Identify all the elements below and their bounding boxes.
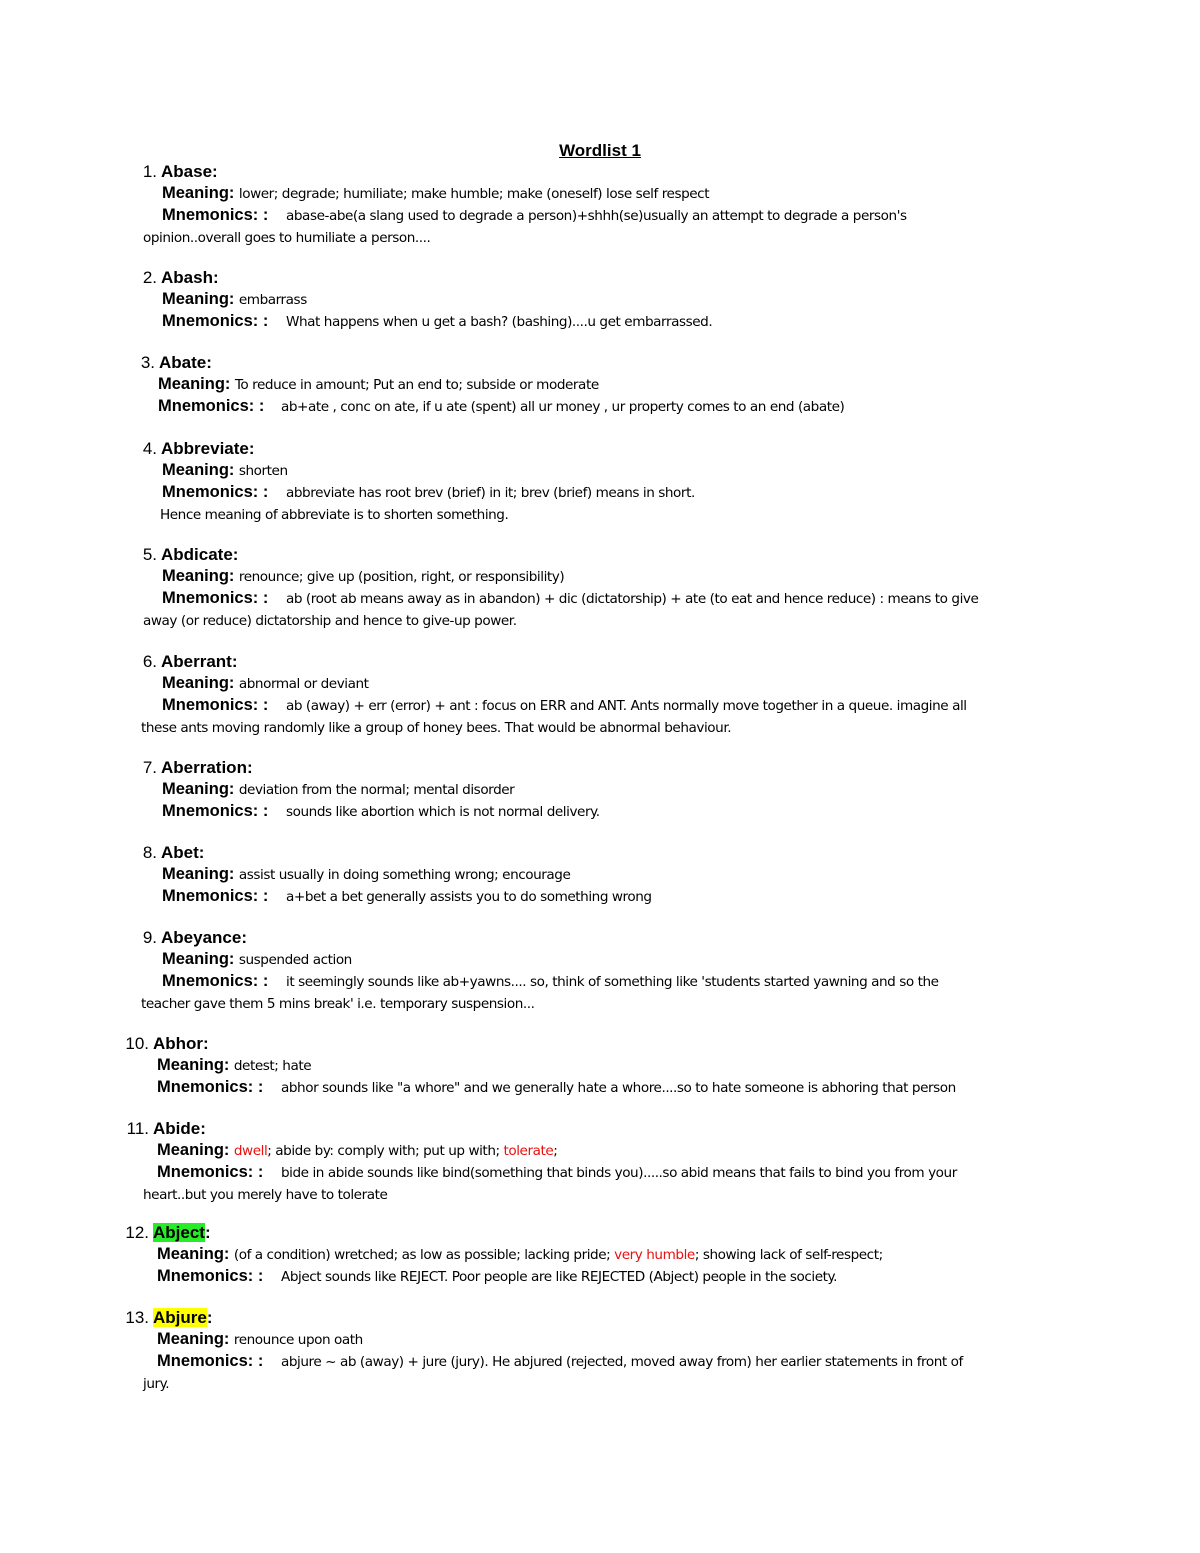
meaning-text: detest; hate [233,1058,312,1074]
mnemonic-text: bide in abide sounds like bind(something that binds you).....so abid means that fails to bind you from your [281,1165,957,1181]
entry-number: 11. [126,1119,149,1138]
meaning-label: Meaning: [162,184,235,202]
entry-number: 5. [142,545,157,564]
entry-number: 3. [140,353,155,372]
entry-number: 7. [142,758,157,777]
meaning-line [162,949,352,970]
mnemonic-line [157,1077,263,1098]
mnemonic-line [162,482,268,503]
meaning-line [162,779,514,800]
meaning-label: Meaning: [157,1245,230,1263]
entry-word: Abhor [153,1034,204,1053]
entry-word: Abeyance [161,928,242,947]
mnemonics-label: Mnemonics: : [162,483,269,501]
mnemonic-line [162,588,268,609]
mnemonics-label: Mnemonics: : [158,397,265,415]
mnemonics-label: Mnemonics: : [162,312,269,330]
mnemonic-line [157,1162,263,1183]
entry-number: 13. [125,1308,149,1327]
meaning-label: Meaning: [162,567,235,585]
mnemonics-label: Mnemonics: : [157,1163,264,1181]
meaning-text: deviation from the normal; mental disorder [238,782,515,798]
entry-heading: Abhor: [153,1034,209,1053]
mnemonic-continuation: teacher gave them 5 mins break' i.e. temporary suspension... [141,996,535,1012]
entry-number: 12. [125,1223,149,1242]
mnemonics-label: Mnemonics: : [157,1078,264,1096]
mnemonic-text: abjure ~ ab (away) + jure (jury). He abjured (rejected, moved away from) her earlier statements in front of [281,1354,963,1370]
mnemonics-label: Mnemonics: : [162,802,269,820]
entry-number: 6. [142,652,157,671]
meaning-emphasis: tolerate [503,1143,554,1159]
meaning-line [162,183,709,204]
entry-heading: Abject: [153,1223,211,1242]
mnemonic-line [158,396,264,417]
entry-number: 4. [142,439,157,458]
entry-heading: Abbreviate: [161,439,255,458]
mnemonics-label: Mnemonics: : [157,1267,264,1285]
mnemonics-label: Mnemonics: : [162,206,269,224]
meaning-line [157,1140,557,1161]
entry-word: Abjure [153,1308,207,1327]
mnemonic-line [162,205,268,226]
meaning-text: abnormal or deviant [238,676,369,692]
mnemonic-text: What happens when u get a bash? (bashing)....u get embarrassed. [286,314,713,330]
mnemonic-text: abbreviate has root brev (brief) in it; brev (brief) means in short. [286,485,695,501]
meaning-label: Meaning: [157,1330,230,1348]
entry-heading: Abide: [153,1119,206,1138]
entry-heading: Abjure: [153,1308,213,1327]
mnemonic-line [162,695,268,716]
meaning-label: Meaning: [162,780,235,798]
entry-heading: Abet: [161,843,205,862]
mnemonic-text: Abject sounds like REJECT. Poor people are like REJECTED (Abject) people in the society. [281,1269,838,1285]
meaning-emphasis: very humble [614,1247,695,1263]
mnemonic-continuation: heart..but you merely have to tolerate [143,1187,388,1203]
entry-heading: Abase: [161,162,218,181]
meaning-text: ; abide by: comply with; put up with; [267,1143,504,1159]
mnemonic-text: ab+ate , conc on ate, if u ate (spent) all ur money , ur property comes to an end (abate) [281,399,845,415]
mnemonics-label: Mnemonics: : [162,972,269,990]
meaning-label: Meaning: [162,865,235,883]
mnemonics-label: Mnemonics: : [162,589,269,607]
entry-heading: Abeyance: [161,928,247,947]
page-title: Wordlist 1 [559,141,641,160]
meaning-text: To reduce in amount; Put an end to; subside or moderate [234,377,599,393]
mnemonic-line [162,971,268,992]
mnemonic-line [157,1266,263,1287]
meaning-text: suspended action [238,952,352,968]
meaning-label: Meaning: [162,461,235,479]
mnemonic-text: a+bet a bet generally assists you to do something wrong [286,889,652,905]
entry-word: Abash [161,268,213,287]
mnemonics-label: Mnemonics: : [162,887,269,905]
mnemonics-label: Mnemonics: : [157,1352,264,1370]
mnemonics-label: Mnemonics: : [162,696,269,714]
meaning-text: renounce upon oath [233,1332,363,1348]
entry-heading: Abate: [159,353,212,372]
entry-number: 1. [142,162,157,181]
meaning-label: Meaning: [162,290,235,308]
mnemonic-line [157,1351,263,1372]
meaning-text: embarrass [238,292,307,308]
mnemonic-line [162,311,268,332]
meaning-line [162,864,570,885]
meaning-label: Meaning: [162,674,235,692]
meaning-line [162,289,307,310]
entry-heading: Aberration: [161,758,253,777]
entry-word: Aberration [161,758,247,777]
entry-heading: Abash: [161,268,219,287]
entry-word: Abate [159,353,207,372]
entry-word: Aberrant [161,652,232,671]
meaning-line [157,1055,311,1076]
meaning-line [157,1244,883,1265]
meaning-text: ; [553,1143,558,1159]
entry-word: Abbreviate [161,439,249,458]
meaning-text: lower; degrade; humiliate; make humble; make (oneself) lose self respect [238,186,710,202]
meaning-line [162,566,564,587]
mnemonic-continuation: jury. [143,1376,170,1392]
mnemonic-text: abhor sounds like "a whore" and we generally hate a whore....so to hate someone is abhoring that person [281,1080,956,1096]
meaning-label: Meaning: [158,375,231,393]
mnemonic-line [162,801,268,822]
mnemonic-line [162,886,268,907]
entry-number: 8. [142,843,157,862]
entry-heading: Aberrant: [161,652,238,671]
entry-word: Abdicate [161,545,233,564]
mnemonic-continuation: Hence meaning of abbreviate is to shorten something. [160,507,509,523]
meaning-label: Meaning: [157,1056,230,1074]
mnemonic-text: it seemingly sounds like ab+yawns.... so, think of something like 'students started yawning and so the [286,974,939,990]
entry-word: Abet [161,843,199,862]
mnemonic-text: abase-abe(a slang used to degrade a person)+shhh(se)usually an attempt to degrade a person's [286,208,907,224]
mnemonic-continuation: away (or reduce) dictatorship and hence to give-up power. [143,613,517,629]
meaning-text: renounce; give up (position, right, or responsibility) [238,569,565,585]
mnemonic-text: sounds like abortion which is not normal delivery. [286,804,600,820]
entry-number: 2. [142,268,157,287]
entry-word: Abase [161,162,213,181]
meaning-text: shorten [238,463,288,479]
entry-number: 10. [125,1034,149,1053]
meaning-line [157,1329,363,1350]
mnemonic-continuation: these ants moving randomly like a group of honey bees. That would be abnormal behaviour. [141,720,732,736]
meaning-text: assist usually in doing something wrong; encourage [238,867,571,883]
meaning-line [162,460,288,481]
mnemonic-continuation: opinion..overall goes to humiliate a person.... [143,230,431,246]
meaning-text: (of a condition) wretched; as low as possible; lacking pride; [233,1247,615,1263]
entry-word: Abide [153,1119,201,1138]
meaning-text: ; showing lack of self-respect; [694,1247,883,1263]
mnemonic-text: ab (away) + err (error) + ant : focus on ERR and ANT. Ants normally move together in a queue. imagine all [286,698,967,714]
meaning-line [158,374,599,395]
meaning-line [162,673,369,694]
meaning-label: Meaning: [162,950,235,968]
entry-word: Abject [153,1223,205,1242]
entry-number: 9. [142,928,157,947]
meaning-label: Meaning: [157,1141,230,1159]
meaning-emphasis: dwell [233,1143,268,1159]
mnemonic-text: ab (root ab means away as in abandon) + dic (dictatorship) + ate (to eat and hence reduce) : means to give [286,591,979,607]
entry-heading: Abdicate: [161,545,239,564]
